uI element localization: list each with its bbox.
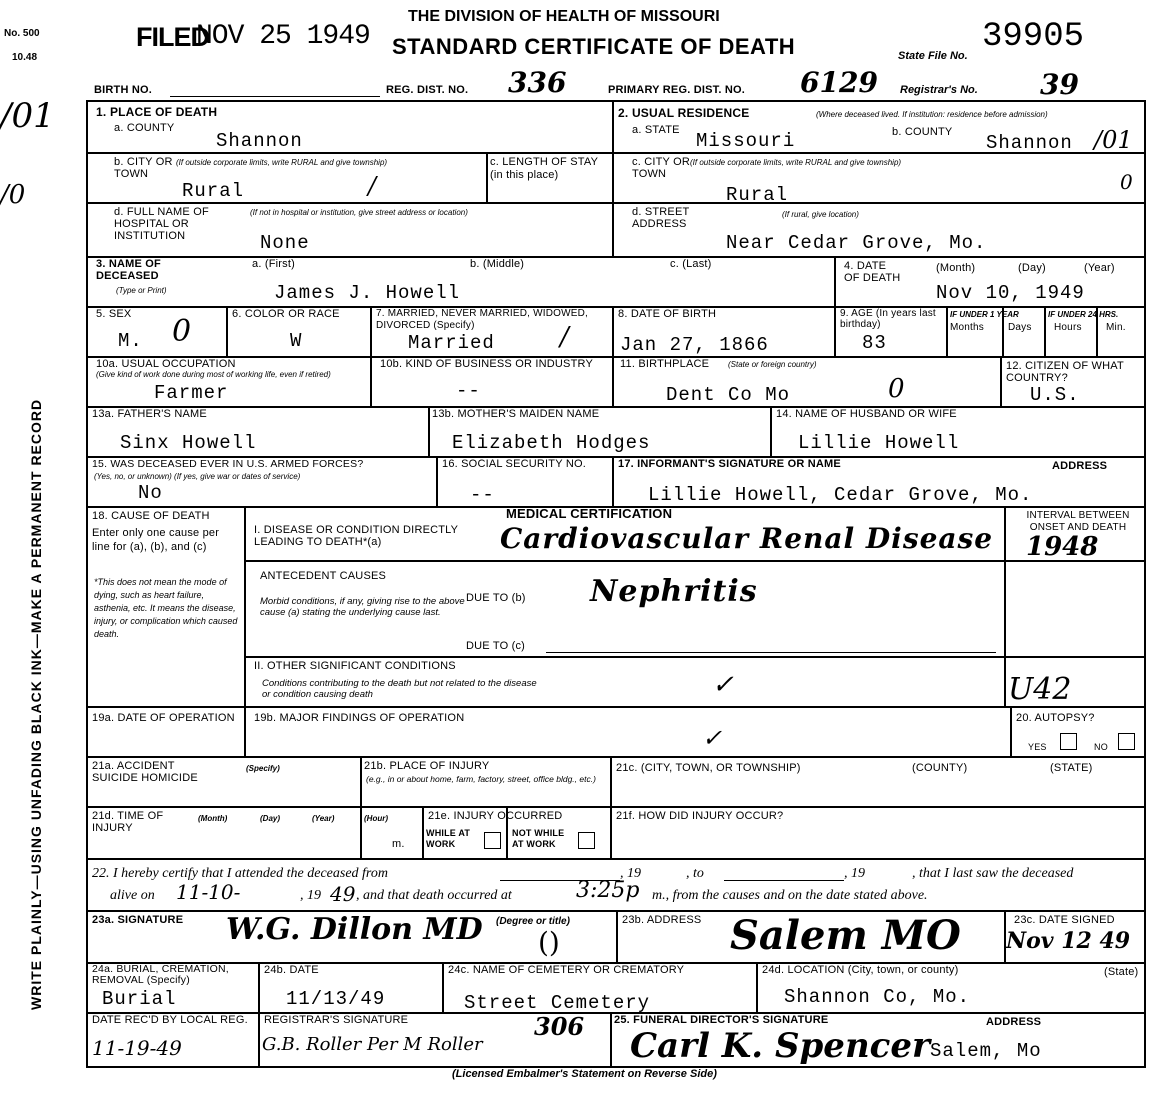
marital-value: Married <box>408 332 495 354</box>
under-24-hours: Hours <box>1054 322 1082 333</box>
certify-text-death: , and that death occurred at <box>356 888 512 903</box>
informant-label: 17. INFORMANT'S SIGNATURE OR NAME <box>618 458 841 470</box>
burial-value: Burial <box>102 988 177 1010</box>
primary-reg-dist-label: PRIMARY REG. DIST. NO. <box>608 84 746 96</box>
autopsy-yes-checkbox[interactable] <box>1060 733 1077 750</box>
other-conditions-label: II. OTHER SIGNIFICANT CONDITIONS <box>254 660 456 672</box>
under-1-days: Days <box>1008 322 1032 333</box>
birth-no-label: BIRTH NO. <box>94 84 153 96</box>
registrar-signature-label: REGISTRAR'S SIGNATURE <box>264 1014 409 1026</box>
certify-text-d: , 19 <box>844 866 865 881</box>
check-mark-2: ✓ <box>702 724 723 752</box>
ssn-label: 16. SOCIAL SECURITY NO. <box>442 458 586 470</box>
marital-mark: / <box>560 322 569 352</box>
date-of-birth-value: Jan 27, 1866 <box>620 334 769 356</box>
underline <box>546 652 996 653</box>
mother-label: 13b. MOTHER'S MAIDEN NAME <box>432 408 600 420</box>
under-24-hrs-label: IF UNDER 24 HRS. <box>1048 310 1119 319</box>
usual-residence-note: (Where deceased lived. If institution: residence before admission) <box>816 110 1048 119</box>
first-name-label: a. (First) <box>252 258 295 270</box>
hospital-label: d. FULL NAME OF HOSPITAL OR INSTITUTION <box>114 206 209 242</box>
divider <box>834 256 836 306</box>
divider <box>756 962 758 1012</box>
check-mark: ✓ <box>712 670 734 700</box>
alive-on-value: 11-10- <box>176 880 241 904</box>
divider <box>428 406 430 456</box>
rule <box>86 256 1146 258</box>
rule <box>86 356 1146 358</box>
divider <box>226 306 228 356</box>
last-name-label: c. (Last) <box>670 258 712 270</box>
not-while-at-work-checkbox[interactable] <box>578 832 595 849</box>
residence-city-mark: 0 <box>1120 170 1133 194</box>
rule <box>86 806 1146 808</box>
certify-text-19: , 19 <box>300 888 321 903</box>
divider <box>834 306 836 356</box>
injury-time-day: (Day) <box>260 814 281 823</box>
antecedent-note: Morbid conditions, if any, giving rise to the above cause (a) stating the underlying cause last. <box>260 596 465 618</box>
injury-state-label: (STATE) <box>1050 762 1093 774</box>
antecedent-label: ANTECEDENT CAUSES <box>260 570 387 582</box>
death-time-value: 3:25p <box>576 878 640 903</box>
father-value: Sinx Howell <box>120 432 257 454</box>
margin-mark-1: /01 <box>0 96 55 136</box>
injury-time-m: m. <box>392 838 405 850</box>
findings-label: 19b. MAJOR FINDINGS OF OPERATION <box>254 712 465 724</box>
divider <box>946 306 948 356</box>
birthplace-value: Dent Co Mo <box>666 384 791 406</box>
funeral-director-signature: Carl K. Spencer <box>630 1026 930 1066</box>
date-of-death-value: Nov 10, 1949 <box>936 282 1085 304</box>
certify-text-alive: alive on <box>110 888 155 903</box>
birthplace-note: (State or foreign country) <box>728 360 817 369</box>
injury-place-label: 21b. PLACE OF INJURY <box>364 760 490 772</box>
citizen-value: U.S. <box>1030 384 1080 406</box>
divider <box>612 306 614 406</box>
accident-specify: (Specify) <box>246 764 280 773</box>
form-revision: 10.48 <box>12 52 38 63</box>
residence-city-value: Rural <box>726 184 789 206</box>
street-address-note: (If rural, give location) <box>782 210 859 219</box>
form-number: No. 500 <box>4 28 40 39</box>
name-note: (Type or Print) <box>116 286 167 295</box>
residence-state-value: Missouri <box>696 130 796 152</box>
cause-note: *This does not mean the mode of dying, such as heart failure, asthenia, etc. It means the disease, injury, or complication which caused death. <box>94 577 238 639</box>
divider <box>422 806 424 858</box>
sex-mark: 0 <box>172 314 192 349</box>
death-county-label: a. COUNTY <box>114 122 175 134</box>
while-at-work-label: WHILE AT WORK <box>426 828 471 849</box>
funeral-director-label: 25. FUNERAL DIRECTOR'S SIGNATURE <box>614 1014 829 1026</box>
rule <box>86 202 1146 204</box>
mother-value: Elizabeth Hodges <box>452 432 651 454</box>
degree-title-label: (Degree or title) <box>496 916 570 927</box>
date-of-death-label: 4. DATE OF DEATH <box>844 260 901 284</box>
underline <box>724 880 844 881</box>
rule <box>86 406 1146 408</box>
injury-place-note: (e.g., in or about home, farm, factory, street, office bldg., etc.) <box>366 774 596 784</box>
divider <box>1000 356 1002 406</box>
divider <box>1010 706 1012 756</box>
location-value: Shannon Co, Mo. <box>784 986 971 1008</box>
spouse-value: Lillie Howell <box>798 432 960 454</box>
primary-reg-dist-number: 6129 <box>800 66 878 99</box>
operation-date-label: 19a. DATE OF OPERATION <box>92 712 235 724</box>
injury-city-label: 21c. (CITY, TOWN, OR TOWNSHIP) <box>616 762 801 774</box>
residence-county-label: b. COUNTY <box>892 126 953 138</box>
registrar-no-label: Registrar's No. <box>900 84 978 96</box>
middle-name-label: b. (Middle) <box>470 258 525 270</box>
race-label: 6. COLOR OR RACE <box>232 308 340 320</box>
autopsy-no-checkbox[interactable] <box>1118 733 1135 750</box>
business-value: -- <box>456 380 481 402</box>
business-label: 10b. KIND OF BUSINESS OR INDUSTRY <box>380 358 594 370</box>
informant-address-label: ADDRESS <box>1052 460 1108 472</box>
usual-residence-label: 2. USUAL RESIDENCE <box>618 106 750 120</box>
place-of-death-label: 1. PLACE OF DEATH <box>96 105 218 119</box>
state-file-label: State File No. <box>898 50 968 62</box>
injury-time-hour: (Hour) <box>364 814 388 823</box>
cause-code: U42 <box>1008 672 1072 707</box>
under-1-year-label: IF UNDER 1 YEAR <box>950 310 1019 319</box>
divider <box>1044 306 1046 356</box>
certify-text-causes: m., from the causes and on the date stated above. <box>652 888 928 903</box>
funeral-director-address: Salem, Mo <box>930 1040 1042 1062</box>
divider <box>610 1012 612 1066</box>
injury-occurred-label: 21e. INJURY OCCURRED <box>428 810 563 822</box>
residence-county-mark: /01 <box>1094 126 1133 154</box>
divider <box>258 962 260 1066</box>
under-24-min: Min. <box>1106 322 1126 333</box>
funeral-director-address-label: ADDRESS <box>986 1016 1042 1028</box>
street-address-value: Near Cedar Grove, Mo. <box>726 232 987 254</box>
medical-cert-heading: MEDICAL CERTIFICATION <box>506 506 673 521</box>
date-received-value: 11-19-49 <box>92 1036 182 1060</box>
state-file-number: 39905 <box>982 18 1085 56</box>
armed-forces-value: No <box>138 482 163 504</box>
autopsy-label: 20. AUTOPSY? <box>1016 712 1095 724</box>
death-city-label: b. CITY OR TOWN <box>114 156 173 180</box>
citizen-label: 12. CITIZEN OF WHAT COUNTRY? <box>1006 360 1124 384</box>
other-conditions-note: Conditions contributing to the death but not related to the disease or condition causing death <box>262 678 537 700</box>
cause-b-value: Nephritis <box>590 574 758 609</box>
paren-mark: () <box>538 926 560 959</box>
date-signed-value: Nov 12 49 <box>1006 928 1131 954</box>
divider <box>610 756 612 858</box>
death-city-value: Rural <box>182 180 245 202</box>
divider <box>616 910 618 962</box>
ssn-value: -- <box>470 484 495 506</box>
injury-time-month: (Month) <box>198 814 228 823</box>
burial-date-label: 24b. DATE <box>264 964 319 976</box>
registrar-code: 306 <box>534 1012 585 1041</box>
rule <box>244 656 1146 658</box>
divider <box>612 456 614 506</box>
date-of-birth-label: 8. DATE OF BIRTH <box>618 308 717 320</box>
date-signed-label: 23c. DATE SIGNED <box>1014 914 1115 926</box>
physician-signature: W.G. Dillon MD <box>226 912 483 947</box>
interval-label: INTERVAL BETWEEN ONSET AND DEATH <box>1026 510 1130 533</box>
footer-note: (Licensed Embalmer's Statement on Reverse Side) <box>452 1068 717 1080</box>
armed-forces-label: 15. WAS DECEASED EVER IN U.S. ARMED FORCES? <box>92 458 364 470</box>
residence-city-note: (If outside corporate limits, write RURAL and give township) <box>690 158 902 167</box>
alive-year-value: 49 <box>330 882 356 906</box>
while-at-work-checkbox[interactable] <box>484 832 501 849</box>
signature-label: 23a. SIGNATURE <box>92 914 184 926</box>
how-injury-label: 21f. HOW DID INJURY OCCUR? <box>616 810 784 822</box>
death-month-label: (Month) <box>936 262 976 274</box>
divider <box>612 100 614 256</box>
division-heading: THE DIVISION OF HEALTH OF MISSOURI <box>408 8 720 25</box>
side-instruction: WRITE PLAINLY—USING UNFADING BLACK INK—MAKE A PERMANENT RECORD <box>28 398 44 1010</box>
hospital-note: (If not in hospital or institution, give street address or location) <box>250 208 468 217</box>
filed-stamp-label: FILED <box>136 22 209 52</box>
divider <box>436 456 438 506</box>
divider <box>370 356 372 406</box>
cause-instructions: Enter only one cause per line for (a), (b), and (c) <box>92 527 220 553</box>
residence-county-value: Shannon <box>986 132 1073 154</box>
form-border-top <box>86 100 1146 102</box>
rule <box>244 560 1146 562</box>
divider <box>486 152 488 202</box>
name-label: 3. NAME OF DECEASED <box>96 258 161 282</box>
injury-time-year: (Year) <box>312 814 335 823</box>
accident-label: 21a. ACCIDENT SUICIDE HOMICIDE <box>92 760 198 784</box>
death-year-label: (Year) <box>1084 262 1115 274</box>
sex-value: M. <box>118 330 143 352</box>
burial-label: 24a. BURIAL, CREMATION, REMOVAL (Specify) <box>92 963 229 986</box>
age-value: 83 <box>862 332 887 354</box>
underline <box>170 96 380 97</box>
autopsy-yes-label: YES <box>1028 742 1047 752</box>
occupation-label: 10a. USUAL OCCUPATION <box>96 358 236 370</box>
divider <box>442 962 444 1012</box>
marital-label: 7. MARRIED, NEVER MARRIED, WIDOWED, DIVORCED (Specify) <box>376 308 589 331</box>
cemetery-value: Street Cemetery <box>464 992 651 1014</box>
reg-dist-label: REG. DIST. NO. <box>386 84 469 96</box>
page-title: STANDARD CERTIFICATE OF DEATH <box>392 34 796 59</box>
divider <box>770 406 772 456</box>
rule <box>86 756 1146 758</box>
death-city-mark: / <box>368 172 377 200</box>
registrar-signature: G.B. Roller Per M Roller <box>262 1034 483 1055</box>
divider <box>244 706 246 756</box>
length-of-stay-label: c. LENGTH OF STAY (in this place) <box>490 156 598 181</box>
street-address-label: d. STREET ADDRESS <box>632 206 690 230</box>
interval-a-value: 1948 <box>1026 532 1099 562</box>
address-label: 23b. ADDRESS <box>622 914 702 926</box>
death-city-note: (If outside corporate limits, write RURAL and give township) <box>176 158 388 167</box>
form-border-right <box>1144 100 1146 1066</box>
cause-a-value: Cardiovascular Renal Disease <box>500 522 994 555</box>
disease-condition-label: I. DISEASE OR CONDITION DIRECTLY LEADING TO DEATH*(a) <box>254 524 459 548</box>
residence-state-label: a. STATE <box>632 124 680 136</box>
birthplace-mark: 0 <box>888 374 905 404</box>
form-border-left <box>86 100 88 1066</box>
filed-stamp-date: NOV 25 1949 <box>196 21 370 52</box>
margin-mark-2: /0 <box>0 180 26 210</box>
physician-address: Salem MO <box>730 912 961 959</box>
divider <box>1004 506 1006 706</box>
burial-date-value: 11/13/49 <box>286 988 386 1010</box>
death-day-label: (Day) <box>1018 262 1046 274</box>
race-value: W <box>290 330 303 352</box>
date-received-label: DATE REC'D BY LOCAL REG. <box>92 1014 248 1026</box>
injury-county-label: (COUNTY) <box>912 762 968 774</box>
location-label: 24d. LOCATION (City, town, or county) <box>762 964 959 976</box>
cause-of-death-label: 18. CAUSE OF DEATH <box>92 510 210 522</box>
not-while-at-work-label: NOT WHILE AT WORK <box>512 828 565 849</box>
registrar-number: 39 <box>1040 68 1079 101</box>
spouse-label: 14. NAME OF HUSBAND OR WIFE <box>776 408 957 420</box>
due-to-b-label: DUE TO (b) <box>466 592 526 604</box>
due-to-c-label: DUE TO (c) <box>466 640 526 652</box>
sex-label: 5. SEX <box>96 308 132 320</box>
certify-text-c: , to <box>686 866 704 881</box>
residence-city-label: c. CITY OR TOWN <box>632 156 691 180</box>
certify-text-a: 22. I hereby certify that I attended the deceased from <box>92 866 388 881</box>
hospital-value: None <box>260 232 310 254</box>
armed-forces-note: (Yes, no, or unknown) (If yes, give war or dates of service) <box>94 472 301 481</box>
autopsy-no-label: NO <box>1094 742 1108 752</box>
occupation-note: (Give kind of work done during most of working life, even if retired) <box>96 370 331 379</box>
injury-time-label: 21d. TIME OF INJURY <box>92 810 164 834</box>
age-label: 9. AGE (In years last birthday) <box>840 308 936 330</box>
location-state-label: (State) <box>1104 966 1139 978</box>
father-label: 13a. FATHER'S NAME <box>92 408 207 420</box>
certify-text-b: , 19 <box>620 866 641 881</box>
divider <box>370 306 372 356</box>
occupation-value: Farmer <box>154 382 229 404</box>
reg-dist-number: 336 <box>508 66 567 99</box>
death-county-value: Shannon <box>216 130 303 152</box>
divider <box>360 756 362 858</box>
divider <box>244 506 246 706</box>
rule <box>86 858 1146 860</box>
under-1-months: Months <box>950 322 984 333</box>
birthplace-label: 11. BIRTHPLACE <box>620 358 710 370</box>
cemetery-label: 24c. NAME OF CEMETERY OR CREMATORY <box>448 964 685 976</box>
deceased-name-value: James J. Howell <box>274 282 461 304</box>
informant-value: Lillie Howell, Cedar Grove, Mo. <box>648 484 1033 506</box>
certify-text-e: , that I last saw the deceased <box>912 866 1074 881</box>
